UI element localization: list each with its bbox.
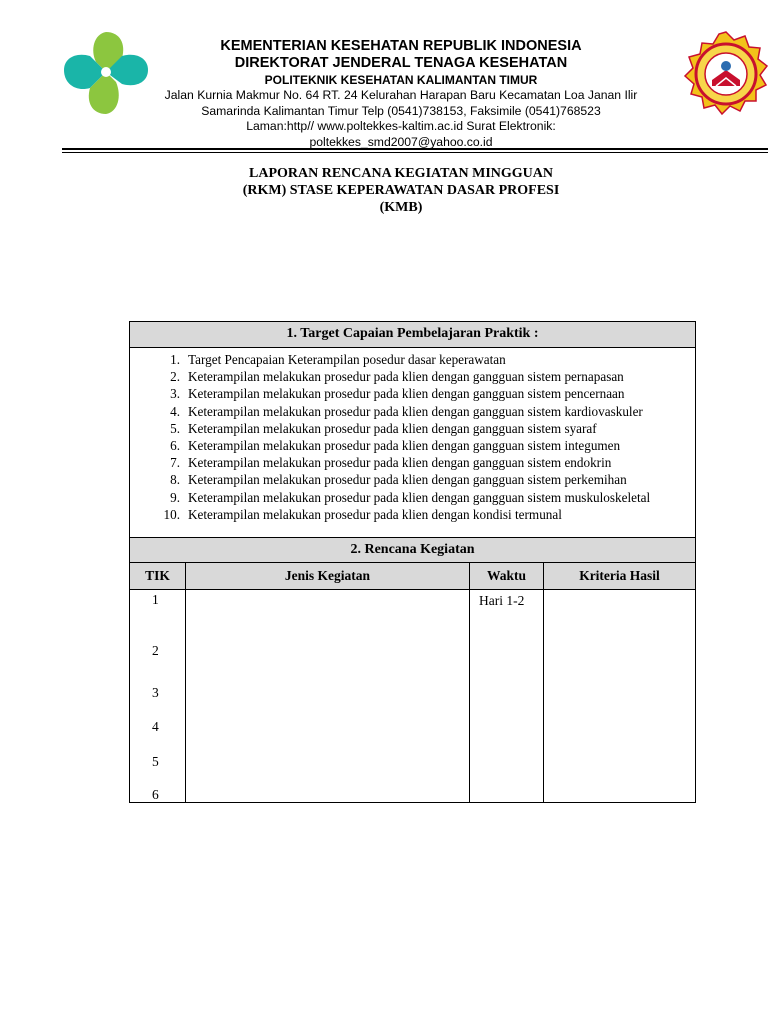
poltekkes-seal [682, 30, 768, 118]
col-waktu: Waktu [470, 563, 544, 590]
document-title [0, 165, 768, 216]
jenis-kegiatan-cell [186, 590, 470, 803]
list-item: 1. Target Pencapaian Keterampilan posedur dasar keperawatan [170, 352, 506, 367]
plan-table [130, 563, 695, 802]
list-item: 5. Keterampilan melakukan prosedur pada klien dengan gangguan sistem syaraf [170, 420, 597, 436]
col-kriteria-hasil: Kriteria Hasil [544, 563, 696, 590]
kemenkes-logo [60, 26, 152, 120]
tik-number: 1 [152, 592, 159, 608]
tik-cell [130, 590, 186, 803]
waktu-cell [470, 590, 544, 803]
list-item: 6. Keterampilan melakukan prosedur pada klien dengan gangguan sistem integumen [170, 438, 621, 454]
address-line-3: Laman:http// www.poltekkes-kaltim.ac.id Surat Elektronik: [246, 119, 556, 133]
kriteria-hasil-cell [544, 590, 696, 803]
title-line-3: (KMB) [379, 200, 423, 215]
section2-heading: 2. Rencana Kegiatan [130, 537, 695, 563]
list-item: 3. Keterampilan melakukan prosedur pada klien dengan gangguan sistem pencernaan [170, 386, 625, 402]
tik-number: 5 [152, 754, 159, 770]
waktu-value: Hari 1-2 [479, 593, 525, 609]
tik-number: 6 [152, 787, 159, 803]
address-line-1: Jalan Kurnia Makmur No. 64 RT. 24 Kelurahan Harapan Baru Kecamatan Loa Janan Ilir [164, 88, 638, 102]
list-item: 2. Keterampilan melakukan prosedur pada klien dengan gangguan sistem pernapasan [170, 369, 624, 385]
directorate-name: DIREKTORAT JENDERAL TENAGA KESEHATAN [234, 55, 568, 71]
list-item: 4. Keterampilan melakukan prosedur pada klien dengan gangguan sistem kardiovaskuler [170, 403, 643, 419]
list-item: 7. Keterampilan melakukan prosedur pada klien dengan gangguan sistem endokrin [170, 455, 612, 471]
address-line-2: Samarinda Kalimantan Timur Telp (0541)738153, Faksimile (0541)768523 [201, 103, 601, 118]
col-jenis-kegiatan: Jenis Kegiatan [186, 563, 470, 590]
tik-number: 3 [152, 685, 159, 701]
list-item: 10. Keterampilan melakukan prosedur pada klien dengan kondisi termunal [163, 506, 562, 522]
header-divider-thin [62, 152, 768, 153]
col-tik: TIK [130, 563, 186, 590]
header-divider-thick [62, 148, 768, 150]
title-line-1: LAPORAN RENCANA KEGIATAN MINGGUAN [249, 166, 553, 181]
ministry-name: KEMENTERIAN KESEHATAN REPUBLIK INDONESIA [220, 38, 582, 54]
plan-header-row [130, 563, 695, 590]
target-list [130, 348, 695, 537]
plan-body-row [130, 590, 695, 803]
list-item: 9. Keterampilan melakukan prosedur pada klien dengan gangguan sistem muskuloskeletal [170, 489, 651, 505]
institution-name: POLITEKNIK KESEHATAN KALIMANTAN TIMUR [264, 73, 538, 87]
letterhead [150, 38, 652, 150]
section1-heading: 1. Target Capaian Pembelajaran Praktik : [130, 322, 695, 348]
email-line: poltekkes_smd2007@yahoo.co.id [309, 134, 493, 149]
tik-number: 4 [152, 719, 159, 735]
tik-number: 2 [152, 643, 159, 659]
list-item: 8. Keterampilan melakukan prosedur pada klien dengan gangguan sistem perkemihan [170, 472, 627, 488]
rkm-table [129, 321, 696, 803]
title-line-2: (RKM) STASE KEPERAWATAN DASAR PROFESI [242, 183, 560, 198]
